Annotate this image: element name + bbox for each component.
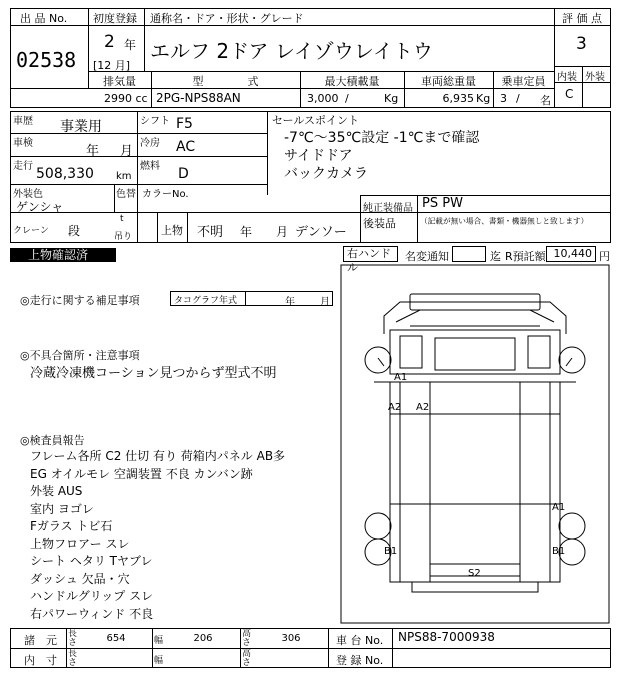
inner-dims-label: 内 寸 xyxy=(24,654,57,667)
mark-b1-right: B1 xyxy=(552,546,566,557)
capacity-label: 乗車定員 xyxy=(501,75,546,88)
mark-a1-front-left: A1 xyxy=(394,372,408,383)
displacement-value: 2990 cc xyxy=(104,92,148,105)
max-load-sep: / xyxy=(345,92,349,105)
color-change-label: 色替 xyxy=(116,189,136,200)
mark-a2-center: A2 xyxy=(416,402,430,413)
color-label: 外装色 xyxy=(13,189,43,200)
exterior-label: 外装 xyxy=(585,72,605,83)
shift-value: F5 xyxy=(176,116,193,132)
crane-stage: 段 xyxy=(68,224,81,238)
fuel-value: D xyxy=(178,166,189,182)
height-label: 高さ xyxy=(242,629,252,648)
gross-weight-unit: Kg xyxy=(476,92,491,105)
first-reg-year: 2 xyxy=(104,32,115,52)
history-value: 事業用 xyxy=(60,119,102,135)
genuine-equipment-value: PS PW xyxy=(422,196,463,211)
rhd-checkbox[interactable]: 右ハンドル xyxy=(343,246,398,262)
mileage-label: 走行 xyxy=(13,161,33,172)
inspector-title: ◎検査員報告 xyxy=(20,434,85,447)
aftermarket-label: 後装品 xyxy=(363,217,396,230)
first-reg-label: 初度登録 xyxy=(93,12,137,25)
history-label: 車歴 xyxy=(13,116,33,127)
displacement-label: 排気量 xyxy=(103,75,136,88)
body-confirmed-badge: 上物確認済 xyxy=(10,248,116,262)
r-deposit-unit: 円 xyxy=(599,250,610,263)
mileage-value: 508,330 xyxy=(36,166,94,182)
sales-points-label: セールスポイント xyxy=(272,114,360,127)
max-load-value: 3,000 xyxy=(307,92,339,105)
mark-s2-rear: S2 xyxy=(468,568,481,579)
tacho-year-unit: 年 xyxy=(285,297,295,308)
mileage-unit: km xyxy=(116,171,132,182)
inspector-report-line: 室内 ヨゴレ xyxy=(30,501,94,516)
mark-a2-left: A2 xyxy=(388,402,402,413)
model-code: 2PG-NPS88AN xyxy=(156,91,241,105)
inspector-report-line: シート ヘタリ Tヤブレ xyxy=(30,554,153,568)
sales-point-line: サイドドア xyxy=(284,148,353,164)
inspector-report-line: EG オイルモレ 空調装置 不良 カンバン跡 xyxy=(30,466,253,481)
body-value: 不明 xyxy=(197,225,224,240)
capacity-value: 3 xyxy=(500,92,507,105)
chassis-label: 車 台 No. xyxy=(336,634,384,647)
body-month-unit: 月 xyxy=(276,225,289,239)
capacity-unit: 名 xyxy=(540,94,551,107)
r-deposit-label: R預託額 xyxy=(505,250,546,263)
length-label: 長さ xyxy=(68,629,78,648)
interior-label: 内装 xyxy=(557,72,577,83)
inner-height-label: 高さ xyxy=(242,649,252,668)
sales-point-line: バックカメラ xyxy=(284,166,368,182)
gross-weight-label: 車両総重量 xyxy=(421,75,476,88)
inspector-report-line: 右パワーウィンド 不良 xyxy=(30,606,154,621)
r-deposit-value: 10,440 xyxy=(546,246,596,262)
body-maker: デンソー xyxy=(295,225,347,240)
first-reg-month: [12 月] xyxy=(93,59,131,72)
tacho-month-unit: 月 xyxy=(320,297,330,308)
rating-value: 3 xyxy=(576,34,587,54)
fuel-label: 燃料 xyxy=(140,161,160,172)
inspector-report-line: 外装 AUS xyxy=(30,484,83,498)
lot-label: 出 品 No. xyxy=(20,12,68,25)
inner-width-label: 幅 xyxy=(154,656,164,666)
width-value: 206 xyxy=(193,633,213,644)
rating-label: 評 価 点 xyxy=(562,12,602,25)
max-load-label: 最大積載量 xyxy=(324,75,380,88)
shift-label: シフト xyxy=(140,116,170,127)
genuine-equipment-label: 純正装備品 xyxy=(363,203,413,214)
defect-line: 冷蔵冷凍機コーション見つからず型式不明 xyxy=(30,366,277,381)
inspection-month-unit: 月 xyxy=(120,144,134,159)
crane-t: t xyxy=(120,214,124,224)
interior-grade: C xyxy=(565,87,574,101)
lot-number: 02538 xyxy=(16,48,77,72)
mark-a1-rear-right: A1 xyxy=(552,502,566,513)
inspector-report-line: フレーム各所 C2 仕切 有り 荷箱内パネル AB多 xyxy=(30,449,286,463)
max-load-unit: Kg xyxy=(384,92,399,105)
mark-b1-left: B1 xyxy=(384,546,398,557)
ac-label: 冷房 xyxy=(140,138,160,149)
inspection-label: 車検 xyxy=(13,138,33,149)
aftermarket-note: （記載が無い場合、書類・機器無しと致します） xyxy=(420,217,589,227)
tacho-label: タコグラフ年式 xyxy=(174,296,238,306)
length-value: 654 xyxy=(106,633,126,644)
name-label: 通称名・ドア・形状・グレード xyxy=(150,12,304,25)
inspection-year-unit: 年 xyxy=(86,144,100,159)
inspector-report-line: Fガラス トビ石 xyxy=(30,519,113,533)
color-no-label: カラーNo. xyxy=(142,189,189,200)
damage-diagram xyxy=(340,264,610,624)
inspector-report-line: ハンドルグリップ スレ xyxy=(30,589,154,603)
inspector-report-line: ダッシュ 欠品・穴 xyxy=(30,571,130,586)
name-change-box[interactable] xyxy=(452,246,486,262)
driving-notes-title: ◎走行に関する補足事項 xyxy=(20,294,140,307)
dims-label: 諸 元 xyxy=(24,634,57,647)
sales-point-line: -7℃～35℃設定 -1℃まで確認 xyxy=(284,130,480,146)
crane-tsuri: 吊り xyxy=(114,232,133,242)
name-change-label: 名変通知 xyxy=(405,250,449,263)
inner-length-label: 長さ xyxy=(68,649,78,668)
ac-value: AC xyxy=(176,139,196,155)
height-value: 306 xyxy=(281,633,301,644)
inspector-report-line: 上物フロアー スレ xyxy=(30,536,130,551)
refund-label: 迄 xyxy=(490,250,501,263)
year-unit: 年 xyxy=(124,38,137,52)
chassis-value: NPS88-7000938 xyxy=(398,630,495,644)
width-label: 幅 xyxy=(154,636,164,646)
model-name: エルフ 2ドア レイゾウレイトウ xyxy=(150,39,433,63)
crane-label: クレーン xyxy=(13,226,49,236)
defect-title: ◎不具合箇所・注意事項 xyxy=(20,349,140,362)
model-label: 型 式 xyxy=(192,75,259,88)
registration-label: 登 録 No. xyxy=(336,654,384,667)
body-year-unit: 年 xyxy=(240,225,253,239)
body-label: 上物 xyxy=(161,224,183,237)
color-value: ゲンシャ xyxy=(16,200,64,214)
gross-weight-value: 6,935 xyxy=(442,92,474,105)
capacity-sep: / xyxy=(516,92,520,105)
